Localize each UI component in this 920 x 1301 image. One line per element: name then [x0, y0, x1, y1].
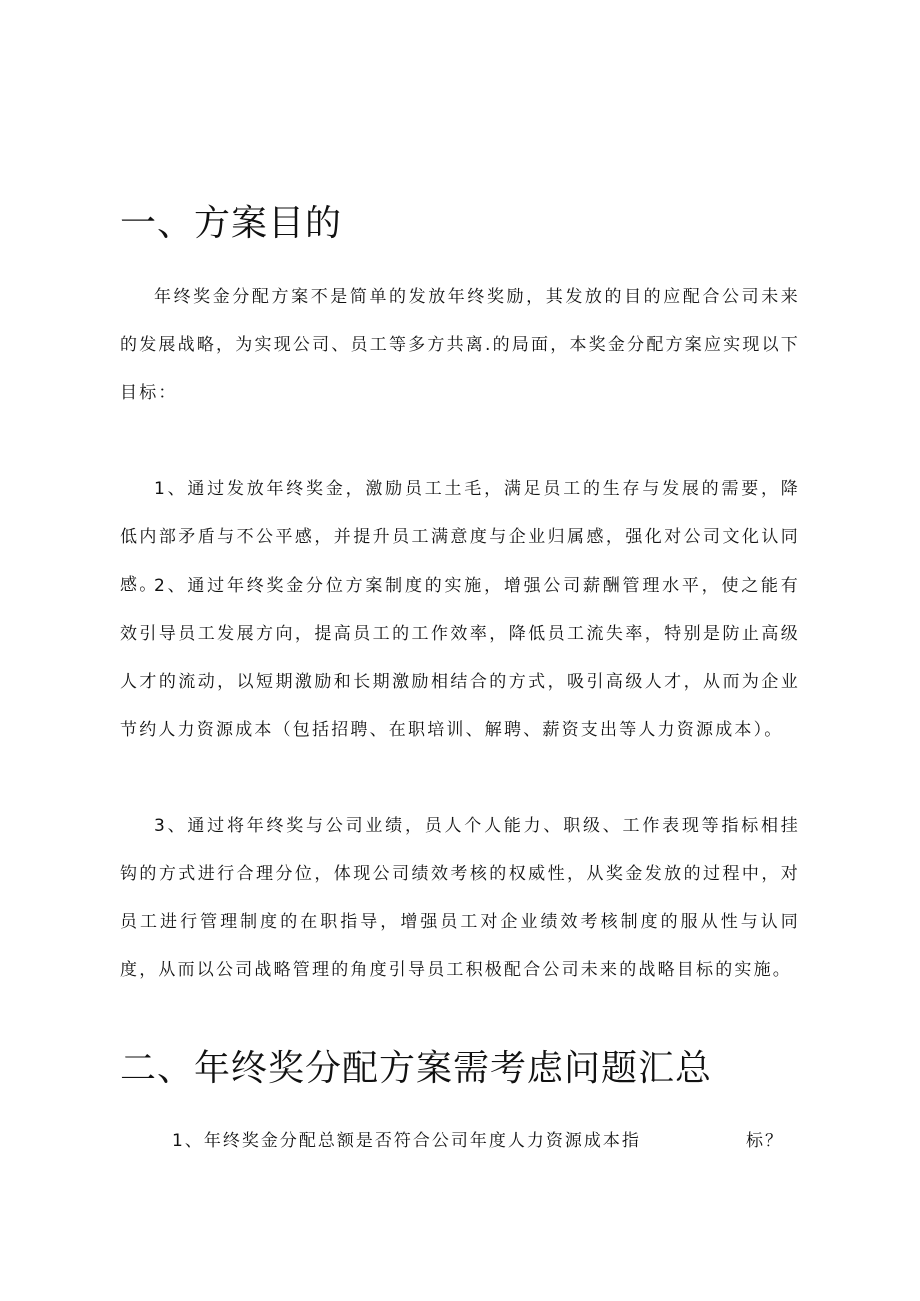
section-heading-issues: 二、年终奖分配方案需考虑问题汇总	[120, 1048, 713, 1089]
paragraph-goal-3: 3、通过将年终奖与公司业绩，员人个人能力、职级、工作表现等指标相挂钩的方式进行合理分位，体现公司绩效考核的权威性，从奖金发放的过程中，对员工进行管理制度的在职指导，增强员工对企业绩效考核制度的服从性与认同度，从而以公司战略管理的角度引导员工积极配合公司未来的战略目标的实施。	[120, 816, 800, 980]
paragraph-goal-2: 2、通过年终奖金分位方案制度的实施，增强公司薪酬管理水平，使之能有效引导员工发展方向，提高员工的工作效率，降低员工流失率，特别是防止高级人才的流动，以短期激励和长期激励相结合的方式，吸引高级人才，从而为企业节约人力资源成本（包括招聘、在职培训、解聘、薪资支出等人力资源成本）。	[120, 576, 800, 740]
paragraph-intro: 年终奖金分配方案不是简单的发放年终奖励，其发放的目的应配合公司未来的发展战略，为实现公司、员工等多方共离.的局面，本奖金分配方案应实现以下目标：	[120, 287, 800, 403]
question-item-1-text: 1、年终奖金分配总额是否符合公司年度人力资源成本指	[172, 1131, 641, 1151]
question-item-1	[172, 1125, 784, 1157]
question-item-1-tail: 标？	[746, 1131, 784, 1151]
section-heading-purpose: 一、方案目的	[120, 203, 343, 244]
paragraph-goal-1: 1、通过发放年终奖金，激励员工土毛，满足员工的生存与发展的需要，降低内部矛盾与不公平感，并提升员工满意度与企业归属感，强化对公司文化认同感。	[120, 479, 800, 595]
